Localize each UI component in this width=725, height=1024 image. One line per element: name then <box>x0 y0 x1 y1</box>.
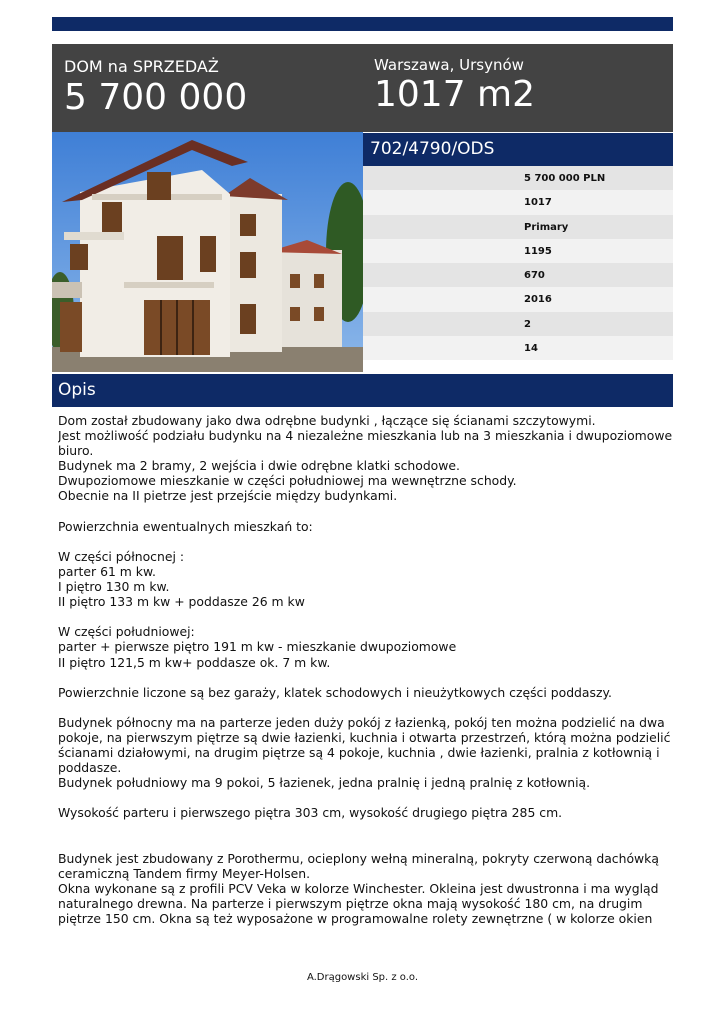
detail-row-area <box>363 190 673 214</box>
detail-value: Primary <box>524 221 569 233</box>
detail-row-floors <box>363 312 673 336</box>
listing-location: Warszawa, Ursynów <box>374 56 524 74</box>
detail-row-price <box>363 166 673 190</box>
reference-number-bar <box>363 133 673 166</box>
section-title: Opis <box>58 380 96 400</box>
description-text: Dom został zbudowany jako dwa odrębne budynki , łączące się ścianami szczytowymi. Jest możliwość podziału budynku na 4 niezależne mieszkania lub na 3 mieszkania i dwupoziomowe biuro. Budynek ma 2 bramy, 2 wejścia i dwie odrębne klatki schodowe. Dwupoziomowe mieszkanie w części południowej ma wewnętrzne schody. Obecnie na II pietrze jest przejście między budynkami. Powierzchnia ewentualnych mieszkań to: W części północnej : parter 61 m kw. I piętro 130 m kw. II piętro 133 m kw + poddasze 26 m kw W części południowej: parter + pierwsze piętro 191 m kw - mieszkanie dwupoziomowe II piętro 121,5 m kw+ poddasze ok. 7 m kw. Powierzchnie liczone są bez garaży, klatek schodowych i nieużytkowych części poddaszy. Budynek północny ma na parterze jeden duży pokój z łazienką, pokój ten można podzielić na dwa pokoje, na pierwszym piętrze są dwie łazienki, kuchnia i otwarta przestrzeń, którą można podzielić ścianami działowymi, na drugim piętrze są 4 pokoje, kuchnia , dwie łazienki, pralnia z kotłownią i poddasze. Budynek południowy ma 9 pokoi, 5 łazienek, jedna pralnię i jedną pralnię z kotłownią. Wysokość parteru i pierwszego piętra 303 cm, wysokość drugiego piętra 285 cm. Budynek jest zbudowany z Porothermu, ocieplony wełną mineralną, pokryty czerwoną dachówką ceramiczną Tandem firmy Meyer-Holsen. Okna wykonane są z profili PCV Veka w kolorze Winchester. Okleina jest dwustronna i ma wygląd naturalnego drewna. Na parterze i pierwszym piętrze okna mają wysokość 180 cm, na drugim piętrze 150 cm. Okna są też wyposażone w programowalne rolety zewnętrzne ( w kolorze okien <box>58 413 673 927</box>
listing-header <box>52 44 673 132</box>
listing-price: 5 700 000 <box>64 77 248 118</box>
detail-value: 1017 <box>524 197 552 209</box>
details-table <box>363 166 673 360</box>
top-accent-bar <box>52 17 673 31</box>
footer-company: A.Drągowski Sp. z o.o. <box>306 972 419 983</box>
reference-number: 702/4790/ODS <box>370 139 495 159</box>
detail-row-year <box>363 287 673 311</box>
description-section-header <box>52 374 673 407</box>
detail-value: 670 <box>524 270 545 282</box>
detail-value: 1195 <box>524 245 552 257</box>
property-photo <box>52 132 363 372</box>
detail-value: 2 <box>524 318 531 330</box>
detail-row-market <box>363 215 673 239</box>
detail-value: 5 700 000 PLN <box>524 173 606 184</box>
detail-row-usable <box>363 263 673 287</box>
listing-area: 1017 m2 <box>374 74 536 115</box>
listing-type: DOM na SPRZEDAŻ <box>64 57 219 76</box>
detail-row-rooms <box>363 336 673 360</box>
detail-value: 14 <box>524 343 538 355</box>
detail-value: 2016 <box>524 294 552 306</box>
detail-row-plot <box>363 239 673 263</box>
